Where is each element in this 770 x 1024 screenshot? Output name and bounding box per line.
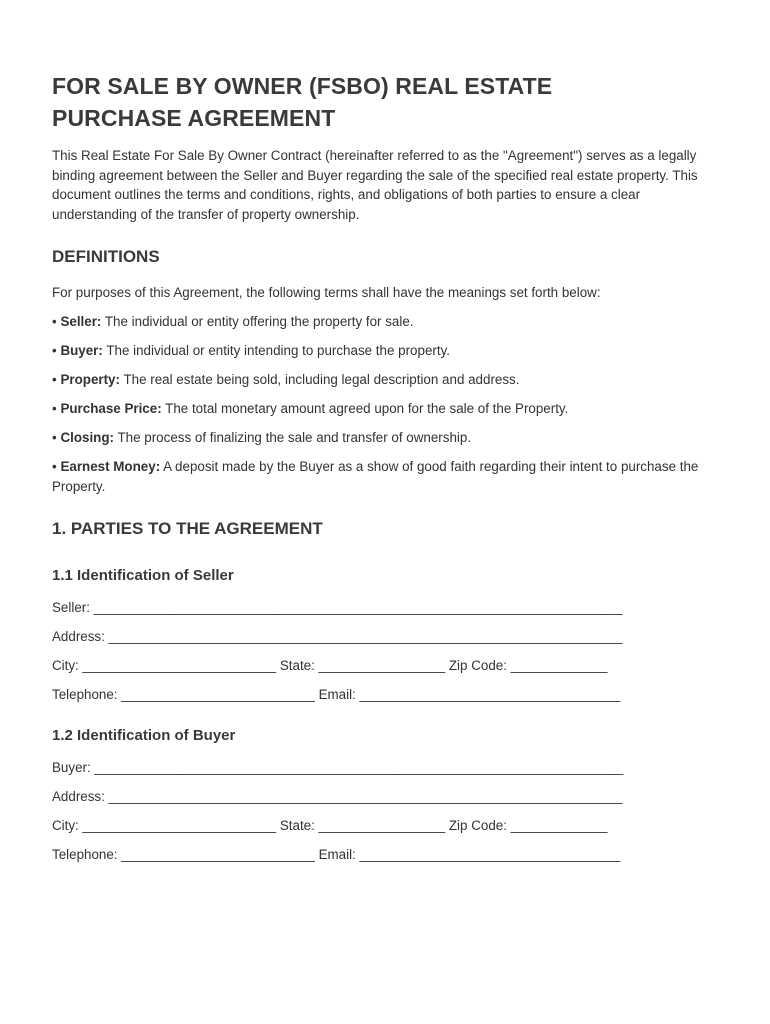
buyer-telephone-email-fields[interactable]: Telephone: __________________________ Email: ___________________________________	[52, 847, 621, 862]
definition-term: Buyer:	[60, 343, 103, 358]
definition-term: Earnest Money:	[60, 459, 161, 474]
seller-address-field[interactable]: Address: _____________________________________________________________________	[52, 629, 623, 644]
definition-item-purchase-price	[52, 399, 718, 419]
document-title-line-2: PURCHASE AGREEMENT	[52, 105, 336, 131]
definitions-lead: For purposes of this Agreement, the following terms shall have the meanings set forth below:	[52, 285, 601, 300]
definition-text: The real estate being sold, including legal description and address.	[123, 372, 520, 387]
definition-term: Closing:	[60, 430, 114, 445]
document-title-line-1: FOR SALE BY OWNER (FSBO) REAL ESTATE	[52, 73, 553, 99]
buyer-city-state-zip-fields[interactable]: City: __________________________ State: _________________ Zip Code: _____________	[52, 818, 608, 833]
document-title	[52, 70, 692, 134]
seller-telephone-email-fields[interactable]: Telephone: __________________________ Email: ___________________________________	[52, 687, 621, 702]
bullet: •	[52, 314, 57, 329]
definition-item-seller	[52, 312, 718, 332]
definition-text: The process of finalizing the sale and transfer of ownership.	[117, 430, 472, 445]
definition-item-buyer	[52, 341, 718, 361]
bullet: •	[52, 459, 57, 474]
seller-name-field[interactable]: Seller: _______________________________________________________________________	[52, 600, 623, 615]
definition-item-property	[52, 370, 718, 390]
buyer-identification-heading: 1.2 Identification of Buyer	[52, 727, 236, 744]
definition-term: Property:	[60, 372, 120, 387]
buyer-address-field[interactable]: Address: _____________________________________________________________________	[52, 789, 623, 804]
parties-heading: 1. PARTIES TO THE AGREEMENT	[52, 519, 323, 538]
seller-city-state-zip-fields[interactable]: City: __________________________ State: _________________ Zip Code: _____________	[52, 658, 608, 673]
definition-term: Seller:	[60, 314, 102, 329]
bullet: •	[52, 401, 57, 416]
bullet: •	[52, 430, 57, 445]
bullet: •	[52, 372, 57, 387]
bullet: •	[52, 343, 57, 358]
definitions-heading: DEFINITIONS	[52, 247, 160, 266]
definition-text: The individual or entity intending to purchase the property.	[106, 343, 450, 358]
definition-item-earnest-money	[52, 457, 718, 496]
intro-paragraph: This Real Estate For Sale By Owner Contract (hereinafter referred to as the "Agreement") serves as a legally binding agreement between the Seller and Buyer regarding the sale of the specified real estate property. This document outlines the terms and conditions, rights, and obligations of both parties to ensure a clear understanding of the transfer of property ownership.	[52, 148, 698, 222]
definition-term: Purchase Price:	[60, 401, 162, 416]
definition-text: A deposit made by the Buyer as a show of good faith regarding their intent to purchase the Property.	[52, 459, 699, 494]
definition-text: The individual or entity offering the property for sale.	[104, 314, 414, 329]
definition-text: The total monetary amount agreed upon for the sale of the Property.	[165, 401, 569, 416]
seller-identification-heading: 1.1 Identification of Seller	[52, 567, 234, 584]
buyer-name-field[interactable]: Buyer: _______________________________________________________________________	[52, 760, 624, 775]
definition-item-closing	[52, 428, 718, 448]
